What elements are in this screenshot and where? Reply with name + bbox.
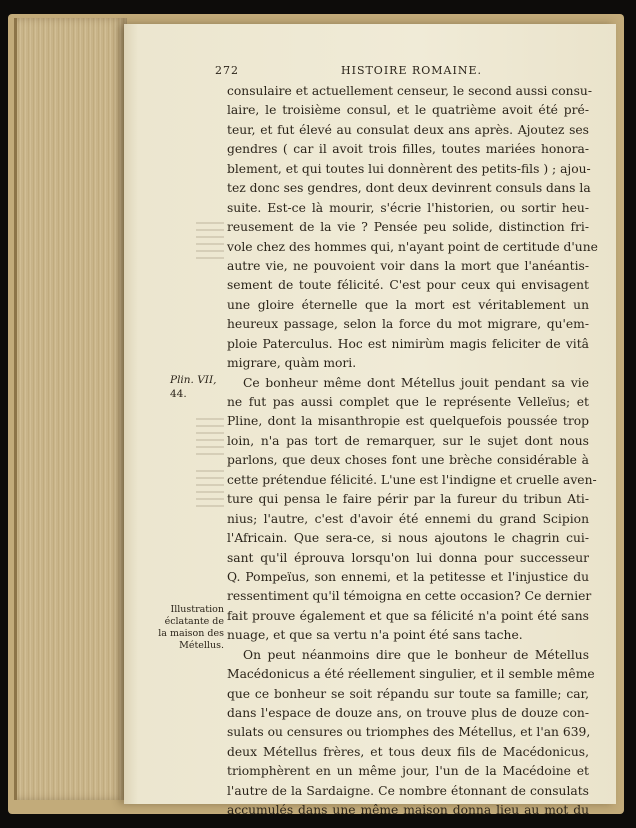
text-line: dans l'espace de douze ans, on trouve plus de douze con- (227, 706, 589, 720)
bleed-through-text (196, 418, 224, 458)
text-line: que ce bonheur se soit répandu sur toute sa famille; car, (227, 686, 589, 701)
bleed-through-text (196, 222, 224, 262)
citation-source: Plin. VII, (170, 374, 217, 386)
margin-note-citation (170, 373, 220, 401)
text-line: reusement de la vie ? Pensée peu solide, distinction fri- (227, 220, 589, 235)
text-line: l'autre de la Sardaigne. Ce nombre étonnant de consulats (227, 783, 589, 798)
text-line: sant qu'il éprouva lorsqu'on lui donna pour successeur (227, 550, 589, 565)
margin-note-summary (158, 604, 224, 652)
margin-note-line: éclatante de (164, 616, 224, 627)
text-line: ploie Paterculus. Hoc est nimirùm magis feliciter de vitâ (227, 336, 589, 351)
text-line: Pline, dont la misanthropie est quelquefois poussée trop (227, 414, 589, 429)
margin-note-line: Illustration (170, 604, 224, 615)
bleed-through-text (196, 470, 224, 510)
text-line: une gloire éternelle que la mort est véritablement un (227, 297, 589, 312)
text-line: heureux passage, selon la force du mot migrare, qu'em- (227, 317, 589, 332)
text-line: triomphèrent en un même jour, l'un de la Macédoine et (227, 764, 589, 779)
text-line: fait prouve également et que sa félicité n'a point été sans (227, 608, 589, 623)
text-line: ressentiment qu'il témoigna en cette occasion? Ce dernier (227, 589, 592, 604)
text-line: nius; l'autre, c'est d'avoir été ennemi du grand Scipion (227, 511, 589, 526)
text-line: accumulés dans une même maison donna lieu au mot du (227, 803, 589, 818)
citation-number: 44. (170, 388, 187, 400)
text-line: sement de toute félicité. C'est pour ceux qui envisagent (227, 278, 589, 293)
text-line: suite. Est-ce là mourir, s'écrie l'historien, ou sortir heu- (227, 200, 589, 215)
text-line: autre vie, ne pouvoient voir dans la mort que l'anéantis- (227, 258, 589, 273)
text-line: gendres ( car il avoit trois filles, toutes mariées honora- (227, 142, 589, 157)
text-line: loin, n'a pas tort de remarquer, sur le sujet dont nous (227, 433, 589, 448)
text-line: sulats ou censures ou triomphes des Métellus, et l'an 639, (227, 725, 591, 740)
text-line: ture qui pensa le faire périr par la fureur du tribun Ati- (227, 492, 589, 507)
text-line: migrare, quàm mori. (227, 356, 357, 371)
page-edges (14, 18, 127, 800)
margin-note-line: la maison des (158, 628, 224, 639)
text-line: Macédonicus a été réellement singulier, et il semble même (227, 667, 595, 682)
text-line: nuage, et que sa vertu n'a point été sans tache. (227, 628, 523, 643)
text-line: vole chez des hommes qui, n'ayant point de certitude d'une (227, 239, 598, 254)
text-line: parlons, que deux choses font une brèche considérable à (227, 453, 589, 468)
text-line: consulaire et actuellement censeur, le second aussi consu- (227, 84, 592, 98)
text-line: teur, et fut élevé au consulat deux ans après. Ajoutez ses (227, 122, 589, 137)
running-title: HISTOIRE ROMAINE. (341, 64, 482, 77)
text-line: ne fut pas aussi complet que le représente Velleïus; et (227, 395, 589, 409)
text-line: Ce bonheur même dont Métellus jouit pendant sa vie (243, 375, 589, 390)
text-line: deux Métellus frères, et tous deux fils de Macédonicus, (227, 744, 589, 759)
text-line: On peut néanmoins dire que le bonheur de Métellus (243, 647, 589, 662)
text-line: blement, et qui toutes lui donnèrent des petits-fils ) ; ajou- (227, 161, 591, 176)
text-line: Q. Pompeïus, son ennemi, et la petitesse et l'injustice du (227, 569, 589, 584)
text-line: l'Africain. Que sera-ce, si nous ajoutons le chagrin cui- (227, 531, 589, 546)
text-line: cette prétendue félicité. L'une est l'indigne et cruelle aven- (227, 472, 597, 487)
page-number: 272 (215, 64, 239, 77)
body-text (227, 82, 598, 821)
text-line: tez donc ses gendres, dont deux devinrent consuls dans la (227, 181, 591, 196)
text-line: laire, le troisième consul, et le quatrième avoit été pré- (227, 103, 589, 118)
margin-note-line: Métellus. (179, 640, 224, 651)
